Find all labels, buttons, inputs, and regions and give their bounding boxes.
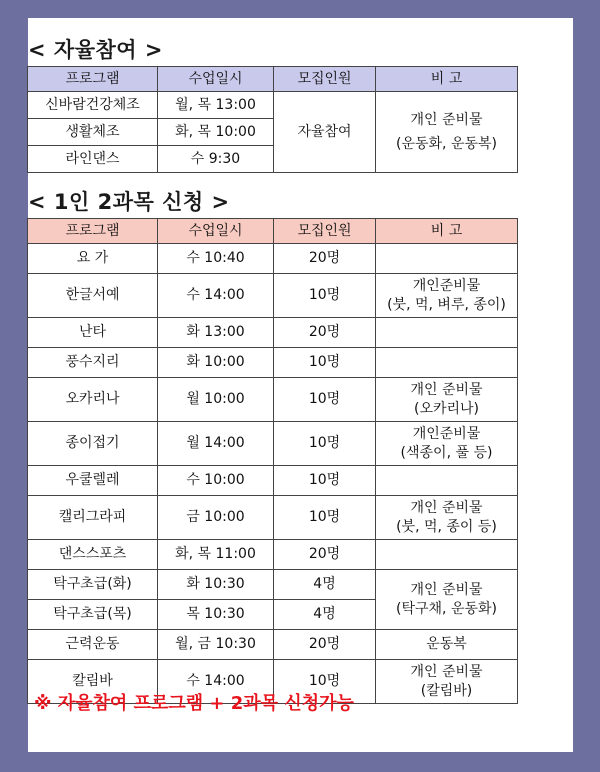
section1-title: < 자율참여 > (28, 38, 163, 62)
program-cell: 종이접기 (28, 422, 158, 466)
remark-cell (376, 318, 518, 348)
schedule-cell: 수 14:00 (158, 274, 274, 318)
program-cell: 한글서예 (28, 274, 158, 318)
schedule-cell: 화 10:30 (158, 570, 274, 600)
program-cell: 라인댄스 (28, 146, 158, 173)
schedule-cell: 수 9:30 (158, 146, 274, 173)
table-row (28, 348, 518, 378)
program-cell: 칼림바 (28, 660, 158, 704)
schedule-cell: 목 10:30 (158, 600, 274, 630)
table-row (28, 540, 518, 570)
table-row (28, 570, 518, 600)
recruit-cell: 10명 (274, 660, 376, 704)
header-schedule: 수업일시 (158, 219, 274, 244)
remark-line: (칼림바) (420, 682, 473, 699)
program-cell: 탁구초급(화) (28, 570, 158, 600)
table-header-row (28, 67, 518, 92)
recruit-cell: 20명 (274, 540, 376, 570)
remark-cell (376, 92, 518, 173)
header-remark: 비 고 (376, 219, 518, 244)
program-cell: 생활체조 (28, 119, 158, 146)
self-participation-table (27, 66, 518, 173)
remark-cell (376, 348, 518, 378)
recruit-cell: 20명 (274, 318, 376, 348)
schedule-cell: 화 10:00 (158, 348, 274, 378)
header-program: 프로그램 (28, 219, 158, 244)
remark-line: 개인준비물 (412, 277, 481, 294)
remark-cell (376, 570, 518, 630)
remark-cell (376, 540, 518, 570)
schedule-cell: 수 14:00 (158, 660, 274, 704)
remark-cell (376, 466, 518, 496)
two-subject-table (27, 218, 518, 704)
recruit-cell: 10명 (274, 378, 376, 422)
schedule-cell: 월, 목 13:00 (158, 92, 274, 119)
table-row (28, 318, 518, 348)
remark-line: 개인 준비물 (410, 581, 483, 598)
table-row (28, 274, 518, 318)
remark-cell (376, 660, 518, 704)
recruit-cell: 10명 (274, 348, 376, 378)
remark-cell (376, 244, 518, 274)
program-cell: 우쿨렐레 (28, 466, 158, 496)
schedule-cell: 수 10:40 (158, 244, 274, 274)
header-recruit: 모집인원 (274, 219, 376, 244)
schedule-cell: 월 14:00 (158, 422, 274, 466)
remark-line: 개인 준비물 (410, 663, 483, 680)
program-cell: 캘리그라피 (28, 496, 158, 540)
remark-line: (운동화, 운동복) (396, 135, 497, 152)
footnote: ※ 자율참여 프로그램 + 2과목 신청가능 (34, 693, 354, 714)
remark-line: (오카리나) (413, 400, 480, 417)
header-remark: 비 고 (376, 67, 518, 92)
remark-line: 개인준비물 (412, 425, 481, 442)
remark-cell (376, 274, 518, 318)
remark-line: (붓, 먹, 벼루, 종이) (387, 296, 506, 313)
schedule-cell: 화 13:00 (158, 318, 274, 348)
section2-title: < 1인 2과목 신청 > (28, 190, 230, 214)
header-program: 프로그램 (28, 67, 158, 92)
header-schedule: 수업일시 (158, 67, 274, 92)
remark-line: 개인 준비물 (410, 381, 483, 398)
header-recruit: 모집인원 (274, 67, 376, 92)
table-row (28, 92, 518, 119)
program-cell: 요 가 (28, 244, 158, 274)
remark-line: (붓, 먹, 종이 등) (396, 518, 497, 535)
recruit-cell: 10명 (274, 466, 376, 496)
program-cell: 탁구초급(목) (28, 600, 158, 630)
program-cell: 근력운동 (28, 630, 158, 660)
remark-line: (탁구채, 운동화) (396, 600, 497, 617)
schedule-cell: 수 10:00 (158, 466, 274, 496)
recruit-cell: 10명 (274, 422, 376, 466)
remark-cell: 운동복 (376, 630, 518, 660)
schedule-cell: 월, 금 10:30 (158, 630, 274, 660)
remark-cell (376, 422, 518, 466)
recruit-cell: 자율참여 (274, 92, 376, 173)
recruit-cell: 20명 (274, 630, 376, 660)
remark-line: (색종이, 풀 등) (400, 444, 493, 461)
program-cell: 오카리나 (28, 378, 158, 422)
remark-cell (376, 496, 518, 540)
program-cell: 난타 (28, 318, 158, 348)
table-row (28, 466, 518, 496)
schedule-cell: 금 10:00 (158, 496, 274, 540)
recruit-cell: 4명 (274, 570, 376, 600)
remark-cell (376, 378, 518, 422)
table-row (28, 630, 518, 660)
table-row (28, 496, 518, 540)
table-row (28, 378, 518, 422)
schedule-cell: 화, 목 10:00 (158, 119, 274, 146)
program-cell: 신바람건강체조 (28, 92, 158, 119)
table-row (28, 422, 518, 466)
table-row (28, 244, 518, 274)
recruit-cell: 10명 (274, 496, 376, 540)
program-cell: 풍수지리 (28, 348, 158, 378)
recruit-cell: 20명 (274, 244, 376, 274)
recruit-cell: 10명 (274, 274, 376, 318)
remark-line: 개인 준비물 (410, 499, 483, 516)
remark-line: 개인 준비물 (410, 111, 483, 128)
recruit-cell: 4명 (274, 600, 376, 630)
schedule-cell: 월 10:00 (158, 378, 274, 422)
table-header-row (28, 219, 518, 244)
program-cell: 댄스스포츠 (28, 540, 158, 570)
schedule-cell: 화, 목 11:00 (158, 540, 274, 570)
